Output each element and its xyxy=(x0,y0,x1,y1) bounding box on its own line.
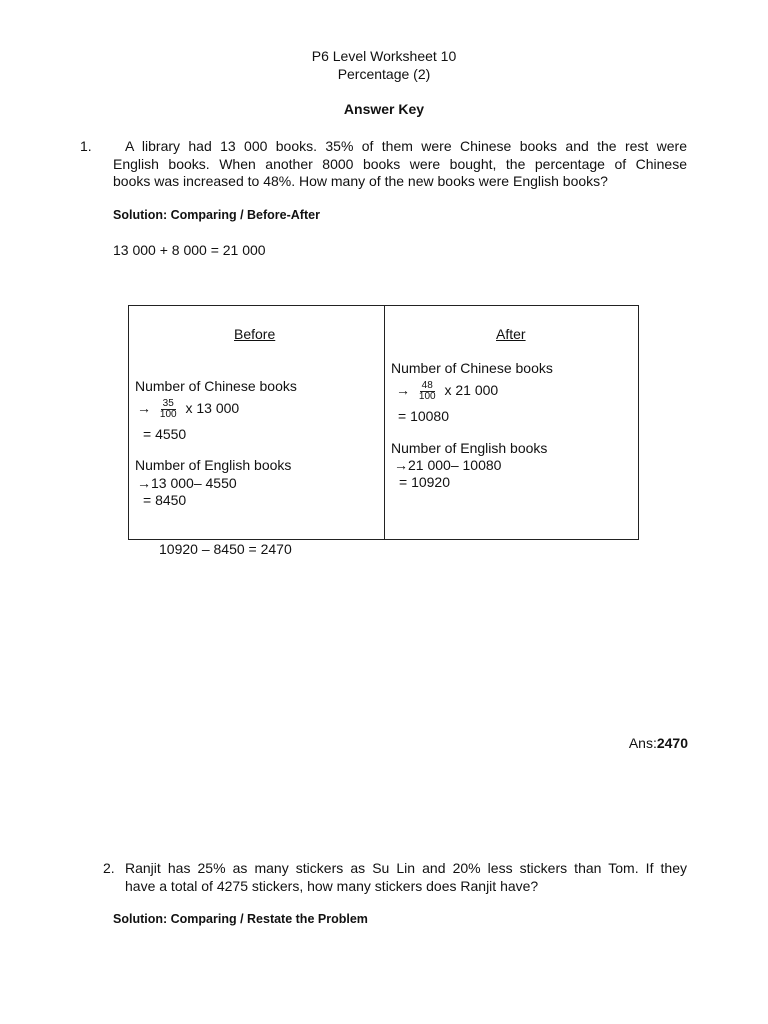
before-after-table xyxy=(128,305,639,540)
solution-label-2: Solution: Comparing / Restate the Problem xyxy=(113,912,368,926)
before-heading: Before xyxy=(234,326,276,342)
after-chinese-multiplier: x 21 000 xyxy=(444,382,499,399)
difference-calculation: 10920 – 8450 = 2470 xyxy=(159,541,292,557)
total-books-equation: 13 000 + 8 000 = 21 000 xyxy=(113,242,266,258)
after-chinese-result: = 10080 xyxy=(398,408,449,424)
before-chinese-calc xyxy=(137,399,239,420)
fraction-denominator: 100 xyxy=(418,391,436,402)
before-english-calc: →13 000– 4550 xyxy=(137,475,237,491)
question-2-line-2: have a total of 4275 stickers, how many stickers does Ranjit have? xyxy=(125,878,539,894)
before-english-result: = 8450 xyxy=(143,492,187,508)
answer-1 xyxy=(629,735,688,751)
question-2-number: 2. xyxy=(103,860,115,876)
fraction-numerator: 48 xyxy=(421,380,433,391)
answer-key-heading: Answer Key xyxy=(343,101,425,117)
fraction-denominator: 100 xyxy=(159,409,177,420)
after-english-label: Number of English books xyxy=(391,440,548,456)
before-chinese-multiplier: x 13 000 xyxy=(185,400,240,417)
arrow-icon: → xyxy=(137,400,151,417)
question-1-number: 1. xyxy=(80,138,92,154)
before-english-label: Number of English books xyxy=(135,457,292,473)
question-2-line-1: Ranjit has 25% as many stickers as Su Lin and 20% less stickers than Tom. If they xyxy=(125,860,687,876)
before-chinese-result: = 4550 xyxy=(143,426,187,442)
question-1-line-3: books was increased to 48%. How many of the new books were English books? xyxy=(113,173,608,189)
question-1-line-2: English books. When another 8000 books were bought, the percentage of Chinese xyxy=(113,156,687,172)
fraction-numerator: 35 xyxy=(162,398,174,409)
after-english-result: = 10920 xyxy=(399,474,450,490)
answer-label: Ans: xyxy=(628,735,657,751)
after-english-calc: →21 000– 10080 xyxy=(394,457,502,473)
answer-value: 2470 xyxy=(656,735,688,751)
fraction-35-100 xyxy=(158,399,179,420)
worksheet-subtitle: Percentage (2) xyxy=(337,66,431,82)
worksheet-title: P6 Level Worksheet 10 xyxy=(311,48,457,64)
after-chinese-calc xyxy=(396,381,498,402)
after-chinese-label: Number of Chinese books xyxy=(391,360,553,376)
fraction-48-100 xyxy=(417,381,438,402)
solution-label-1: Solution: Comparing / Before-After xyxy=(113,208,320,222)
question-1-line-1: A library had 13 000 books. 35% of them were Chinese books and the rest were xyxy=(125,138,687,154)
arrow-icon: → xyxy=(396,382,410,399)
table-divider xyxy=(384,306,385,540)
after-heading: After xyxy=(496,326,526,342)
before-chinese-label: Number of Chinese books xyxy=(135,378,297,394)
